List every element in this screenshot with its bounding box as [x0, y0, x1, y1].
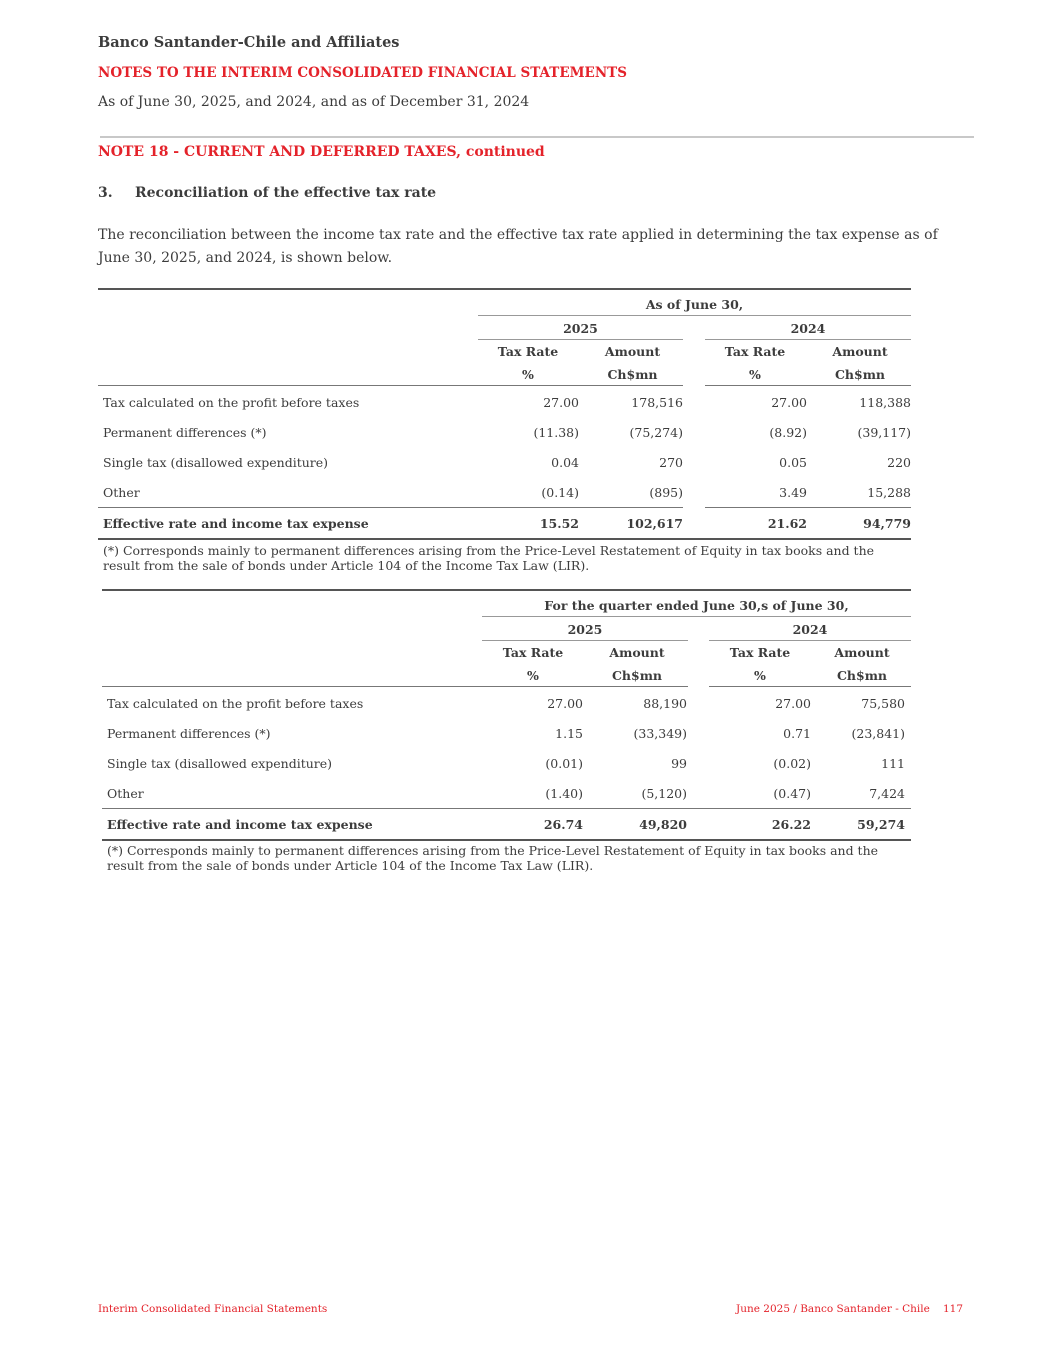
row-rate-2025: 27.00: [547, 696, 583, 711]
row-label: Permanent differences (*): [103, 425, 267, 440]
total-rate-2024: 21.62: [767, 516, 807, 531]
row-rate-2024: 27.00: [775, 696, 811, 711]
unit-amount-2025: Ch$mn: [607, 367, 658, 382]
row-amount-2025: (33,349): [633, 726, 687, 741]
total-amount-2024: 94,779: [863, 516, 911, 531]
total-rate-2024: 26.22: [771, 817, 811, 832]
row-rate-2024: 27.00: [771, 395, 807, 410]
row-amount-2024: (39,117): [857, 425, 911, 440]
row-amount-2025: 270: [659, 455, 683, 470]
unit-rate-2024: %: [754, 668, 766, 683]
year-2025-header: 2025: [563, 321, 598, 336]
col-amount-2024: Amount: [834, 645, 890, 660]
row-rate-2025: (11.38): [533, 425, 579, 440]
row-amount-2024: 118,388: [859, 395, 911, 410]
year-2024-rule: [705, 339, 911, 340]
table1-footnote: (*) Corresponds mainly to permanent differences arising from the Price-Level Restatement of Equity in tax books and the result from the sale of bonds under Article 104 of the Income Tax Law (LIR).: [103, 543, 875, 573]
header-bottom-rule: [102, 686, 688, 687]
total-rate-2025: 15.52: [539, 516, 579, 531]
header-bottom-rule: [98, 385, 683, 386]
row-rate-2024: 3.49: [779, 485, 807, 500]
row-rate-2024: 0.05: [779, 455, 807, 470]
year-2025-header: 2025: [567, 622, 603, 637]
row-label: Single tax (disallowed expenditure): [103, 455, 329, 470]
notes-title: NOTES TO THE INTERIM CONSOLIDATED FINANCIAL STATEMENTS: [98, 65, 627, 81]
header-divider: [100, 136, 974, 138]
unit-rate-2025: %: [522, 367, 534, 382]
row-amount-2024: 75,580: [861, 696, 905, 711]
row-rate-2024: (8.92): [769, 425, 807, 440]
table-super-header: For the quarter ended June 30,s of June 30,: [544, 598, 849, 613]
year-2024-rule: [709, 640, 911, 641]
col-amount-2024: Amount: [832, 344, 888, 359]
total-amount-2025: 102,617: [626, 516, 683, 531]
row-rate-2025: 27.00: [543, 395, 579, 410]
row-amount-2024: (23,841): [851, 726, 905, 741]
col-tax-rate-2025: Tax Rate: [502, 645, 564, 660]
total-top-rule-2024: [705, 507, 911, 508]
row-label: Other: [107, 786, 144, 801]
row-rate-2024: 0.71: [783, 726, 811, 741]
row-label: Single tax (disallowed expenditure): [107, 756, 333, 771]
total-amount-2025: 49,820: [639, 817, 687, 832]
row-rate-2025: 1.15: [555, 726, 583, 741]
row-rate-2025: (0.01): [545, 756, 583, 771]
unit-amount-2024: Ch$mn: [836, 668, 888, 683]
footer-right: June 2025 / Banco Santander - Chile: [736, 1303, 930, 1315]
super-header-rule: [482, 616, 911, 617]
col-tax-rate-2024: Tax Rate: [724, 344, 786, 359]
year-2024-header: 2024: [792, 622, 828, 637]
note-heading: NOTE 18 - CURRENT AND DEFERRED TAXES, continued: [98, 144, 545, 160]
col-amount-2025: Amount: [609, 645, 665, 660]
header-bottom-rule-2024: [709, 686, 911, 687]
intro-paragraph: The reconciliation between the income tax rate and the effective tax rate applied in determining the tax expense as of June 30, 2025, and 2024, is shown below.: [98, 227, 938, 266]
col-amount-2025: Amount: [604, 344, 661, 359]
section-number: 3.: [98, 185, 113, 201]
row-rate-2025: (1.40): [545, 786, 583, 801]
row-amount-2025: (75,274): [629, 425, 683, 440]
super-header-rule: [478, 315, 911, 316]
row-label: Tax calculated on the profit before taxes: [103, 395, 360, 410]
row-label: Other: [103, 485, 140, 500]
total-amount-2024: 59,274: [857, 817, 905, 832]
total-top-rule: [102, 808, 911, 809]
unit-rate-2025: %: [527, 668, 539, 683]
table-super-header: As of June 30,: [645, 297, 744, 312]
row-amount-2024: 7,424: [869, 786, 905, 801]
unit-rate-2024: %: [749, 367, 761, 382]
row-amount-2025: (5,120): [641, 786, 687, 801]
total-label: Effective rate and income tax expense: [103, 516, 369, 531]
row-amount-2025: (895): [649, 485, 683, 500]
row-label: Permanent differences (*): [107, 726, 271, 741]
company-name: Banco Santander-Chile and Affiliates: [98, 34, 400, 51]
tax-reconciliation-table-ytd: [98, 288, 911, 543]
unit-amount-2025: Ch$mn: [611, 668, 663, 683]
table-bottom-rule: [98, 538, 911, 540]
header-bottom-rule-2024: [705, 385, 911, 386]
table2-footnote: (*) Corresponds mainly to permanent differences arising from the Price-Level Restatement of Equity in tax books and the result from the sale of bonds under Article 104 of the Income Tax Law (LIR).: [107, 843, 879, 873]
year-2025-rule: [478, 339, 683, 340]
page-number: 117: [943, 1303, 964, 1315]
row-amount-2024: 15,288: [867, 485, 911, 500]
total-rate-2025: 26.74: [543, 817, 583, 832]
row-rate-2024: (0.47): [773, 786, 811, 801]
row-amount-2025: 99: [671, 756, 687, 771]
row-amount-2025: 88,190: [643, 696, 687, 711]
row-amount-2025: 178,516: [631, 395, 683, 410]
table-top-rule: [98, 288, 911, 290]
row-rate-2024: (0.02): [773, 756, 811, 771]
row-amount-2024: 111: [881, 756, 905, 771]
row-amount-2024: 220: [887, 455, 911, 470]
row-label: Tax calculated on the profit before taxes: [107, 696, 364, 711]
col-tax-rate-2024: Tax Rate: [729, 645, 791, 660]
total-label: Effective rate and income tax expense: [107, 817, 373, 832]
table-top-rule: [102, 589, 911, 591]
year-2024-header: 2024: [790, 321, 826, 336]
total-top-rule: [98, 507, 683, 508]
tax-reconciliation-table-quarter: [102, 589, 911, 844]
row-rate-2025: 0.04: [551, 455, 579, 470]
row-rate-2025: (0.14): [541, 485, 579, 500]
table-bottom-rule: [102, 839, 911, 841]
footer-left: Interim Consolidated Financial Statements: [98, 1303, 328, 1315]
year-2025-rule: [482, 640, 688, 641]
unit-amount-2024: Ch$mn: [834, 367, 886, 382]
section-title: Reconciliation of the effective tax rate: [135, 185, 437, 201]
col-tax-rate-2025: Tax Rate: [497, 344, 559, 359]
as-of-date: As of June 30, 2025, and 2024, and as of December 31, 2024: [98, 94, 530, 110]
